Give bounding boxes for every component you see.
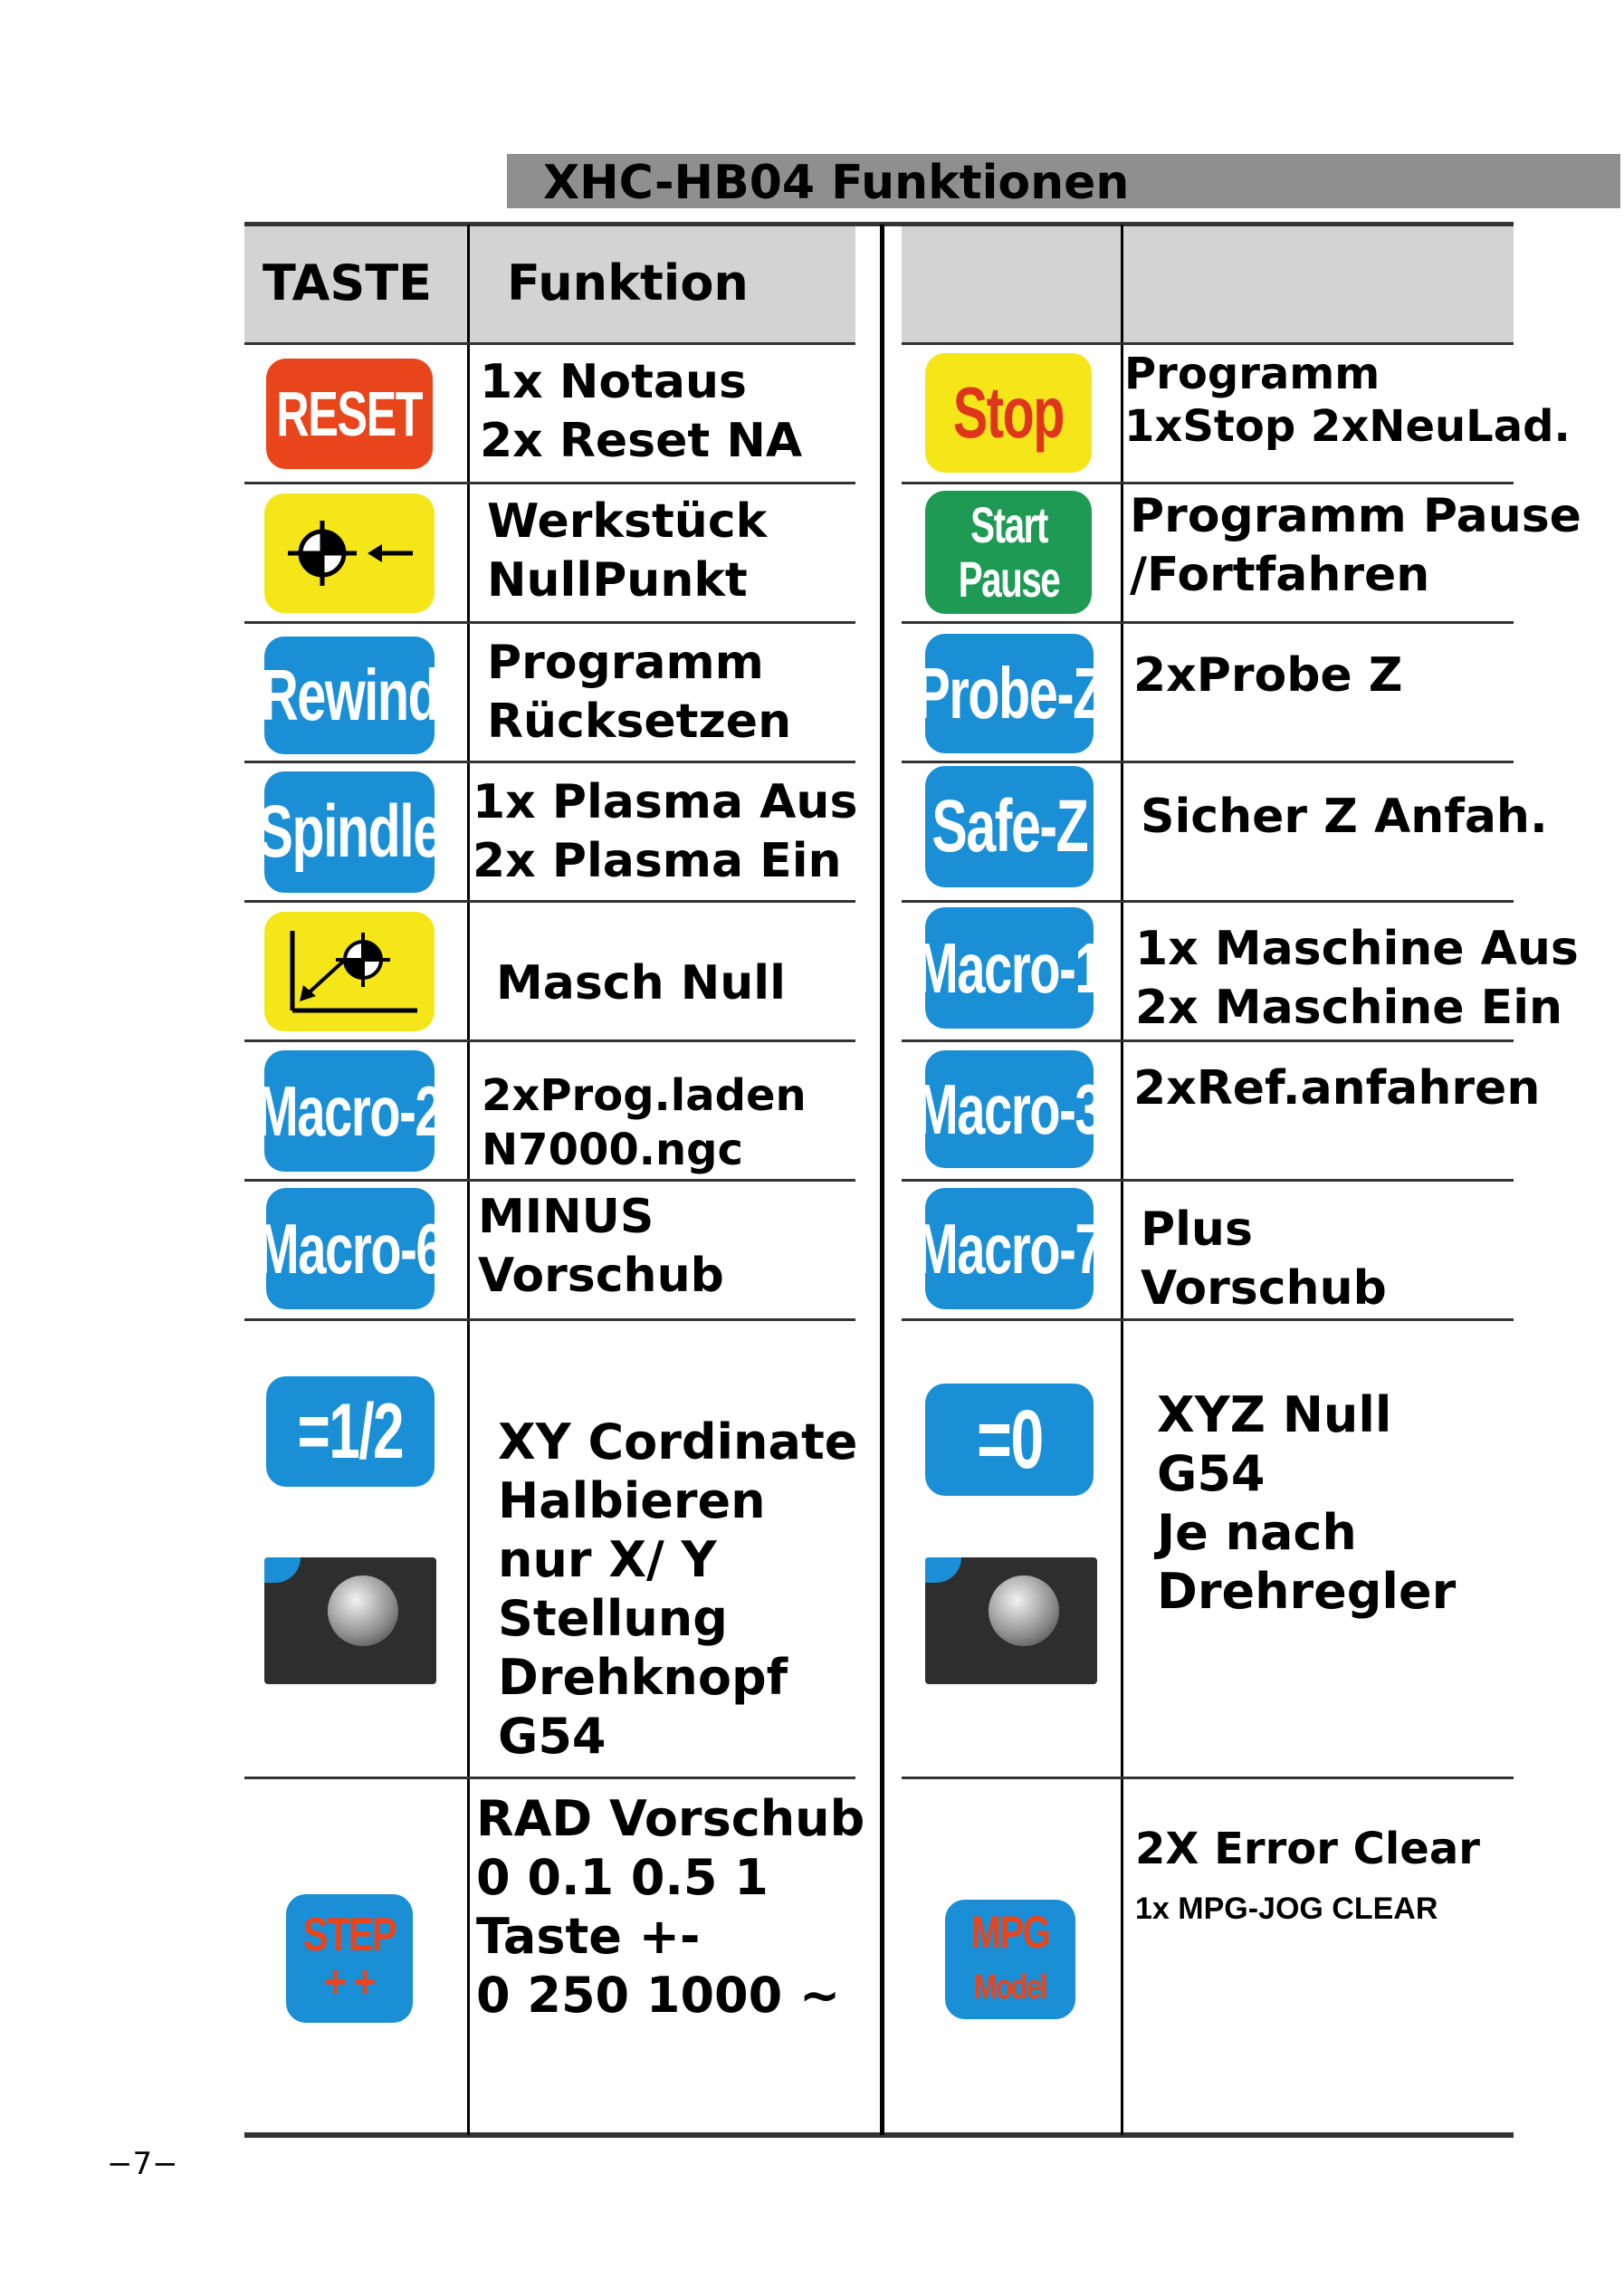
start-pause-description: Programm Pause /Fortfahren (1130, 489, 1581, 602)
row-line (902, 1179, 1514, 1182)
stop-description: Programm 1xStop 2xNeuLad. (1124, 349, 1571, 452)
row-line (902, 1777, 1514, 1779)
start-pause-key-image: Start Pause (925, 491, 1092, 614)
row-line (244, 1318, 855, 1321)
rewind-key-image: Rewind (264, 637, 435, 754)
rotary-knob-image (264, 1557, 436, 1684)
mpg-description: 2X Error Clear (1135, 1824, 1480, 1874)
macro-1-key-image: Macro-1 (925, 907, 1094, 1029)
half-key-image: =1/2 (266, 1376, 435, 1487)
zero-description: XYZ Null G54 Je nach Drehregler (1157, 1386, 1457, 1620)
safe-z-description: Sicher Z Anfah. (1141, 790, 1548, 844)
spindle-description: 1x Plasma Aus 2x Plasma Ein (473, 775, 858, 888)
header-funktion: Funktion (507, 254, 749, 311)
probe-z-key-image: Probe-Z (925, 634, 1094, 753)
row-line (902, 342, 1514, 345)
row-line (244, 621, 855, 624)
header-bg-right (902, 225, 1514, 344)
step-description: RAD Vorschub 0 0.1 0.5 1 Taste +- 0 250 1000 ~ (476, 1790, 865, 2024)
macro-3-description: 2xRef.anfahren (1133, 1061, 1541, 1116)
page-number: −7− (107, 2146, 178, 2182)
macro-6-description: MINUS Vorschub (478, 1190, 724, 1303)
reset-description: 1x Notaus 2x Reset NA (480, 355, 803, 468)
workpiece-zero-icon (277, 517, 422, 589)
rule-bottom (244, 2132, 1514, 2138)
stop-key-image: Stop (925, 353, 1092, 473)
macro-7-key-image: Macro-7 (925, 1188, 1094, 1309)
workpiece-zero-description: Werkstück NullPunkt (487, 494, 768, 608)
row-line (244, 1179, 855, 1182)
machine-zero-key-image (264, 912, 435, 1031)
probe-z-description: 2xProbe Z (1133, 648, 1403, 703)
row-line (902, 900, 1514, 903)
zero-key-image: =0 (925, 1384, 1094, 1496)
rotary-knob-image (925, 1557, 1097, 1684)
row-line (244, 342, 855, 345)
step-key-image: STEP + + (286, 1894, 413, 2023)
mpg-subdescription: 1x MPG-JOG CLEAR (1135, 1892, 1438, 1926)
half-description: XY Cordinate Halbieren nur X/ Y Stellung Drehknopf G54 (498, 1413, 858, 1765)
row-line (244, 1777, 855, 1779)
macro-7-description: Plus Vorschub (1141, 1202, 1387, 1316)
machine-zero-icon (272, 922, 426, 1021)
divider-center (880, 225, 884, 2135)
row-line (244, 482, 855, 484)
knob-dial (989, 1575, 1059, 1646)
knob-corner (925, 1557, 961, 1583)
row-line (902, 621, 1514, 624)
machine-zero-description: Masch Null (496, 956, 786, 1010)
row-line (902, 482, 1514, 484)
spindle-key-image: Spindle (264, 771, 435, 893)
rewind-description: Programm Rücksetzen (487, 636, 792, 749)
mpg-key-image: MPG Model (945, 1900, 1075, 2019)
header-taste: TASTE (263, 254, 433, 311)
row-line (244, 761, 855, 763)
knob-dial (328, 1575, 398, 1646)
row-line (902, 1039, 1514, 1042)
row-line (902, 761, 1514, 763)
safe-z-key-image: Safe-Z (925, 766, 1094, 887)
knob-corner (264, 1557, 301, 1583)
rule-top (244, 222, 1514, 226)
macro-2-description: 2xProg.laden N7000.ngc (482, 1070, 807, 1175)
macro-6-key-image: Macro-6 (266, 1188, 435, 1309)
row-line (244, 900, 855, 903)
workpiece-zero-key-image (264, 493, 435, 613)
row-line (244, 1039, 855, 1042)
title-bar (507, 154, 1620, 208)
reset-key-image: RESET (266, 359, 433, 469)
row-line (902, 1318, 1514, 1321)
macro-1-description: 1x Maschine Aus 2x Maschine Ein (1135, 922, 1579, 1035)
page-title: XHC-HB04 Funktionen (543, 156, 1130, 210)
macro-2-key-image: Macro-2 (264, 1050, 435, 1172)
macro-3-key-image: Macro-3 (925, 1050, 1094, 1168)
